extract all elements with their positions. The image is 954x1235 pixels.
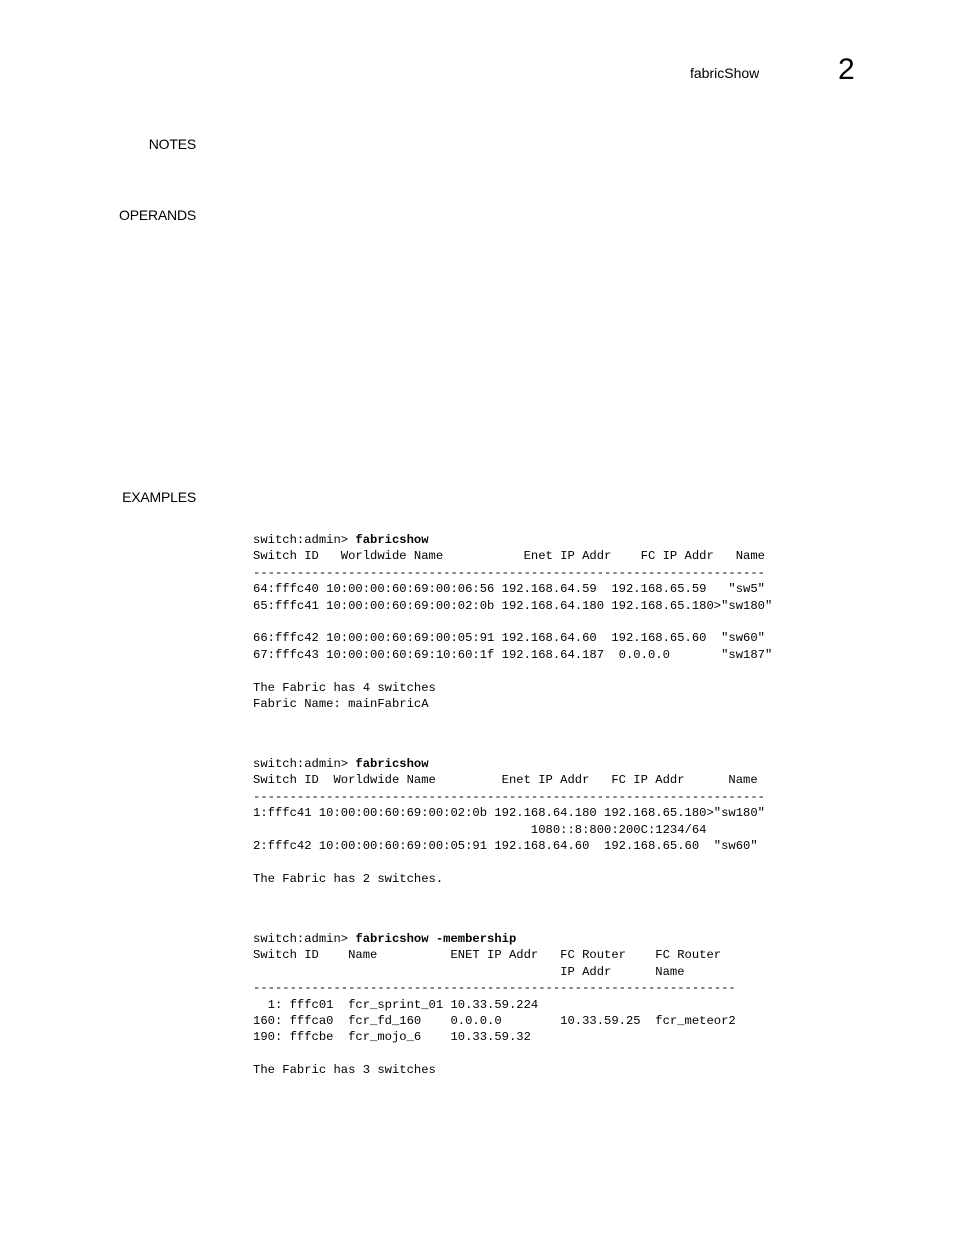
output-line: 2:fffc42 10:00:00:60:69:00:05:91 192.168.64.60 192.168.65.60 "sw60" [253,838,758,853]
output-line: 66:fffc42 10:00:00:60:69:00:05:91 192.168.64.60 192.168.65.60 "sw60" [253,631,765,646]
output-line [253,1046,736,1062]
code-example-2 [253,756,765,887]
output-line: Switch ID Worldwide Name Enet IP Addr FC IP Addr Name [253,549,765,564]
output-line: 65:fffc41 10:00:00:60:69:00:02:0b 192.168.64.180 192.168.65.180>"sw180" [253,598,773,613]
output-line: Switch ID Name ENET IP Addr FC Router FC Router [253,948,722,963]
section-heading-notes: NOTES [148,136,196,152]
prompt: switch:admin> [253,757,356,771]
command-line [253,756,765,772]
output-line: ---------------------------------------------------------------------- [253,565,765,580]
prompt: switch:admin> [253,533,356,547]
output-line: The Fabric has 2 switches. [253,871,444,886]
output-line: ------------------------------------------------------------------ [253,981,736,996]
output-line: 1:fffc41 10:00:00:60:69:00:02:0b 192.168.64.180 192.168.65.180>"sw180" [253,806,765,821]
output-line: 64:fffc40 10:00:00:60:69:00:06:56 192.168.64.59 192.168.65.59 "sw5" [253,582,765,597]
code-example-1 [253,532,772,712]
prompt: switch:admin> [253,932,356,946]
output-line: 160: fffca0 fcr_fd_160 0.0.0.0 10.33.59.25 fcr_meteor2 [253,1013,736,1028]
command-line [253,532,772,548]
output-line: 1080::8:800:200C:1234/64 [253,822,707,837]
output-line: IP Addr Name [253,964,685,979]
output-line: The Fabric has 4 switches [253,680,436,695]
output-line [253,663,772,679]
output-line [253,854,765,870]
output-line: 1: fffc01 fcr_sprint_01 10.33.59.224 [253,997,539,1012]
output-line: Switch ID Worldwide Name Enet IP Addr FC IP Addr Name [253,773,758,788]
section-heading-examples: EXAMPLES [122,489,196,505]
command: fabricshow [355,757,429,771]
header-title: fabricShow [690,65,760,81]
output-line: 190: fffcbe fcr_mojo_6 10.33.59.32 [253,1030,531,1045]
chapter-number: 2 [838,53,855,86]
output-line: The Fabric has 3 switches [253,1063,436,1078]
section-heading-operands: OPERANDS [119,207,196,223]
command: fabricshow -membership [355,932,517,946]
output-line: Fabric Name: mainFabricA [253,696,429,711]
command-line [253,931,736,947]
code-example-3 [253,931,736,1079]
output-line: ---------------------------------------------------------------------- [253,789,765,804]
output-line [253,614,772,630]
output-line: 67:fffc43 10:00:00:60:69:10:60:1f 192.168.64.187 0.0.0.0 "sw187" [253,647,773,662]
command: fabricshow [355,533,429,547]
